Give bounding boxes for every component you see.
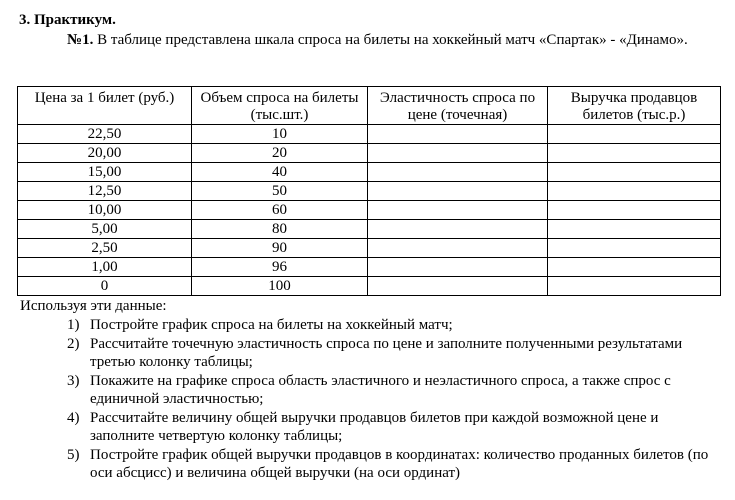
cell-elasticity (368, 277, 548, 296)
table-row (18, 125, 721, 144)
demand-table (17, 86, 721, 296)
table-row (18, 239, 721, 258)
task-number: №1. (67, 32, 94, 48)
cell-price: 15,00 (18, 163, 192, 182)
step-text: Рассчитайте точечную эластичность спроса по цене и заполните полученными результатами третью колонку таблицы; (90, 336, 683, 370)
cell-revenue (548, 258, 721, 277)
header-revenue: Выручка продавцов билетов (тыс.р.) (548, 87, 721, 125)
header-quantity: Объем спроса на билеты (тыс.шт.) (192, 87, 368, 125)
step-number: 4) (67, 410, 80, 426)
table-row (18, 182, 721, 201)
step-text: Покажите на графике спроса область эластичного и неэластичного спроса, а также спрос с единичной эластичностью; (90, 373, 671, 407)
step-number: 1) (67, 317, 80, 333)
step-text: Постройте график спроса на билеты на хоккейный матч; (90, 317, 453, 333)
list-item (20, 409, 720, 445)
cell-quantity: 100 (192, 277, 368, 296)
usage-intro: Используя эти данные: (20, 298, 167, 314)
table-row (18, 277, 721, 296)
cell-quantity: 80 (192, 220, 368, 239)
cell-price: 0 (18, 277, 192, 296)
cell-price: 2,50 (18, 239, 192, 258)
cell-elasticity (368, 182, 548, 201)
cell-quantity: 20 (192, 144, 368, 163)
list-item (20, 446, 720, 482)
header-elasticity: Эластичность спроса по цене (точечная) (368, 87, 548, 125)
table-row (18, 258, 721, 277)
header-price: Цена за 1 билет (руб.) (18, 87, 192, 125)
step-number: 5) (67, 447, 80, 463)
task-text: В таблице представлена шкала спроса на билеты на хоккейный матч «Спартак» - «Динамо». (93, 32, 688, 48)
cell-price: 20,00 (18, 144, 192, 163)
cell-revenue (548, 163, 721, 182)
cell-revenue (548, 182, 721, 201)
step-number: 3) (67, 373, 80, 389)
cell-elasticity (368, 125, 548, 144)
list-item (20, 372, 720, 408)
table-row (18, 220, 721, 239)
cell-elasticity (368, 220, 548, 239)
task-statement (19, 31, 719, 50)
steps-list (20, 316, 720, 483)
cell-quantity: 96 (192, 258, 368, 277)
cell-price: 10,00 (18, 201, 192, 220)
cell-price: 22,50 (18, 125, 192, 144)
cell-elasticity (368, 258, 548, 277)
cell-price: 12,50 (18, 182, 192, 201)
table-header-row (18, 87, 721, 125)
cell-quantity: 40 (192, 163, 368, 182)
cell-revenue (548, 239, 721, 258)
table-row (18, 144, 721, 163)
list-item (20, 316, 720, 334)
step-text: Рассчитайте величину общей выручки продавцов билетов при каждой возможной цене и заполните четвертую колонку таблицы; (90, 410, 659, 444)
cell-revenue (548, 220, 721, 239)
table-row (18, 201, 721, 220)
cell-price: 5,00 (18, 220, 192, 239)
cell-quantity: 60 (192, 201, 368, 220)
cell-quantity: 90 (192, 239, 368, 258)
cell-revenue (548, 144, 721, 163)
cell-revenue (548, 125, 721, 144)
cell-elasticity (368, 201, 548, 220)
step-text: Постройте график общей выручки продавцов в координатах: количество проданных билетов (по оси абсцисс) и величина общей выручки (на оси ординат) (90, 447, 709, 481)
cell-quantity: 50 (192, 182, 368, 201)
cell-elasticity (368, 239, 548, 258)
cell-elasticity (368, 163, 548, 182)
step-number: 2) (67, 336, 80, 352)
list-item (20, 335, 720, 371)
section-heading: 3. Практикум. (19, 12, 116, 28)
cell-price: 1,00 (18, 258, 192, 277)
cell-revenue (548, 201, 721, 220)
cell-elasticity (368, 144, 548, 163)
cell-quantity: 10 (192, 125, 368, 144)
cell-revenue (548, 277, 721, 296)
table-row (18, 163, 721, 182)
